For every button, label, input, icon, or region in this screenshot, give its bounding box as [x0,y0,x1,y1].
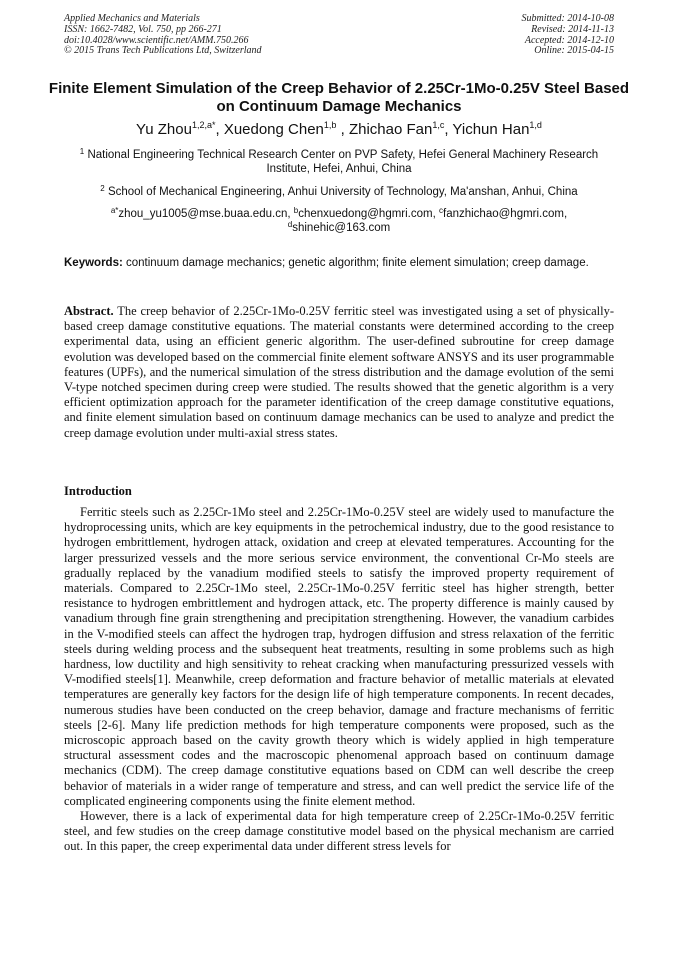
journal-copyright: © 2015 Trans Tech Publications Ltd, Switzerland [64,45,262,57]
paper-title: Finite Element Simulation of the Creep Behavior of 2.25Cr-1Mo-0.25V Steel Based on Continuum Damage Mechanics [48,80,630,115]
keywords [64,256,614,270]
abstract-text: The creep behavior of 2.25Cr-1Mo-0.25V ferritic steel was investigated using a set of physically-based creep damage constitutive equations. The material constants were determined according to the creep experimental data, using an efficient generic algorithm. The user-defined subroutine for creep damage evolution was developed based on the commercial finite element software ANSYS and its user programmable features (UPFs), and the numerical simulation of the stress distribution and the damage evolution of the semi V-type notched specimen during creep were studied. The results showed that the genetic algorithm is a very efficient optimization approach for the parameter identification of the creep damage constitutive equations, and finite element simulation based on continuum damage mechanics can be used to analyze and predict the creep damage evolution under multi-axial stress states. [64,304,614,440]
keywords-text: continuum damage mechanics; genetic algorithm; finite element simulation; creep damage. [122,257,589,269]
date-submitted: Submitted: 2014-10-08 [521,13,614,24]
email-link[interactable]: $^b$chenxuedong@hgmri.com, [293,206,439,220]
author-list: Yu Zhou$^{1,2,a*}$, Xuedong Chen$^{1,b}$ , Zhichao Fan$^{1,c}$, Yichun Han$^{1,d}$ [136,120,542,138]
introduction-body [64,505,614,855]
journal-name: Applied Mechanics and Materials [64,13,200,24]
paragraph: Ferritic steels such as 2.25Cr-1Mo steel and 2.25Cr-1Mo-0.25V steel are widely used to manufacture the hydroprocessing units, which are key equipments in the petrochemical industry, due to the good resistance to hydrogen embrittlement, hydrogen attack, oxidation and creep at elevated temperatures. Accounting for the larger pressurized vessels and the more serious service environment, the conventional Cr-Mo steels are gradually replaced by the vanadium modified steels to satisfy the improved property requirement of materials. Compared to 2.25Cr-1Mo steel, 2.25Cr-1Mo-0.25V ferritic steel has higher strength, better resistance to hydrogen embrittlement and hydrogen attack, etc. The property difference is mainly caused by vanadium through fine grain strengthening and precipitation strengthening. However, the vanadium carbides in the V-modified steels can affect the hydrogen trap, hydrogen diffusion and stress relaxation of the ferritic steels during welding process and the subsequent heat treatments, resulting in some problems such as high hardness, low ductility and high sensitivity to reheat cracking when manufacturing pressurized vessels with V-modified steels[1]. Meanwhile, creep deformation and fracture behavior of metallic materials at elevated temperatures are generally key factors for the design life of high temperature components. In recent decades, numerous studies have been conducted on the creep behavior, damage and fracture mechanisms of ferritic steels [2-6]. Many life prediction methods for high temperature components were proposed, such as the microscopic approach based on the cavity growth theory which is widely applied in high temperature structural assessment codes and the macroscopic phenomenal approach based on continuum damage mechanics (CDM). The creep damage constitutive equations based on CDM can well describe the creep behavior of materials in a wider range of temperature and stress, and can well predict the service life of the complicated engineering components using the finite element method. [64,505,614,808]
publication-dates [522,14,615,57]
date-online: Online: 2015-04-15 [534,45,614,57]
author: Yichun Han$^{1,d}$ [452,120,542,138]
email-link[interactable]: $^d$shinehic@163.com [287,220,391,234]
journal-issn: ISSN: 1662-7482, Vol. 750, pp 266-271 [64,23,222,35]
email-link[interactable]: $^c$fanzhichao@hgmri.com, [439,206,568,220]
affiliation-1: $^1$ National Engineering Technical Research Center on PVP Safety, Hefei General Machinery Research Institute, Hefei, Anhui, China [79,147,599,175]
abstract-label: Abstract. [64,304,114,318]
section-heading-introduction: Introduction [64,484,132,498]
author: Xuedong Chen$^{1,b}$ [223,120,337,138]
journal-doi[interactable]: doi:10.4028/www.scientific.net/AMM.750.266 [64,34,249,46]
affiliation-2: $^2$ School of Mechanical Engineering, Anhui University of Technology, Ma'anshan, Anhui, China [100,184,578,198]
date-accepted: Accepted: 2014-12-10 [524,34,614,46]
abstract [64,304,614,441]
email-link[interactable]: $^{a*}$zhou_yu1005@mse.buaa.edu.cn, [110,206,294,220]
date-revised: Revised: 2014-11-13 [531,23,614,35]
author-emails [60,207,618,235]
paragraph: However, there is a lack of experimental data for high temperature creep of 2.25Cr-1Mo-0.25V ferritic steel, and few studies on the creep damage constitutive model based on the physical mechanism are carried out. In this paper, the creep experimental data under different stress levels for [64,809,614,854]
author: Zhichao Fan$^{1,c}$ [348,120,445,138]
journal-info [64,14,262,57]
author: Yu Zhou$^{1,2,a*}$ [136,120,216,138]
keywords-label: Keywords: [64,257,123,269]
